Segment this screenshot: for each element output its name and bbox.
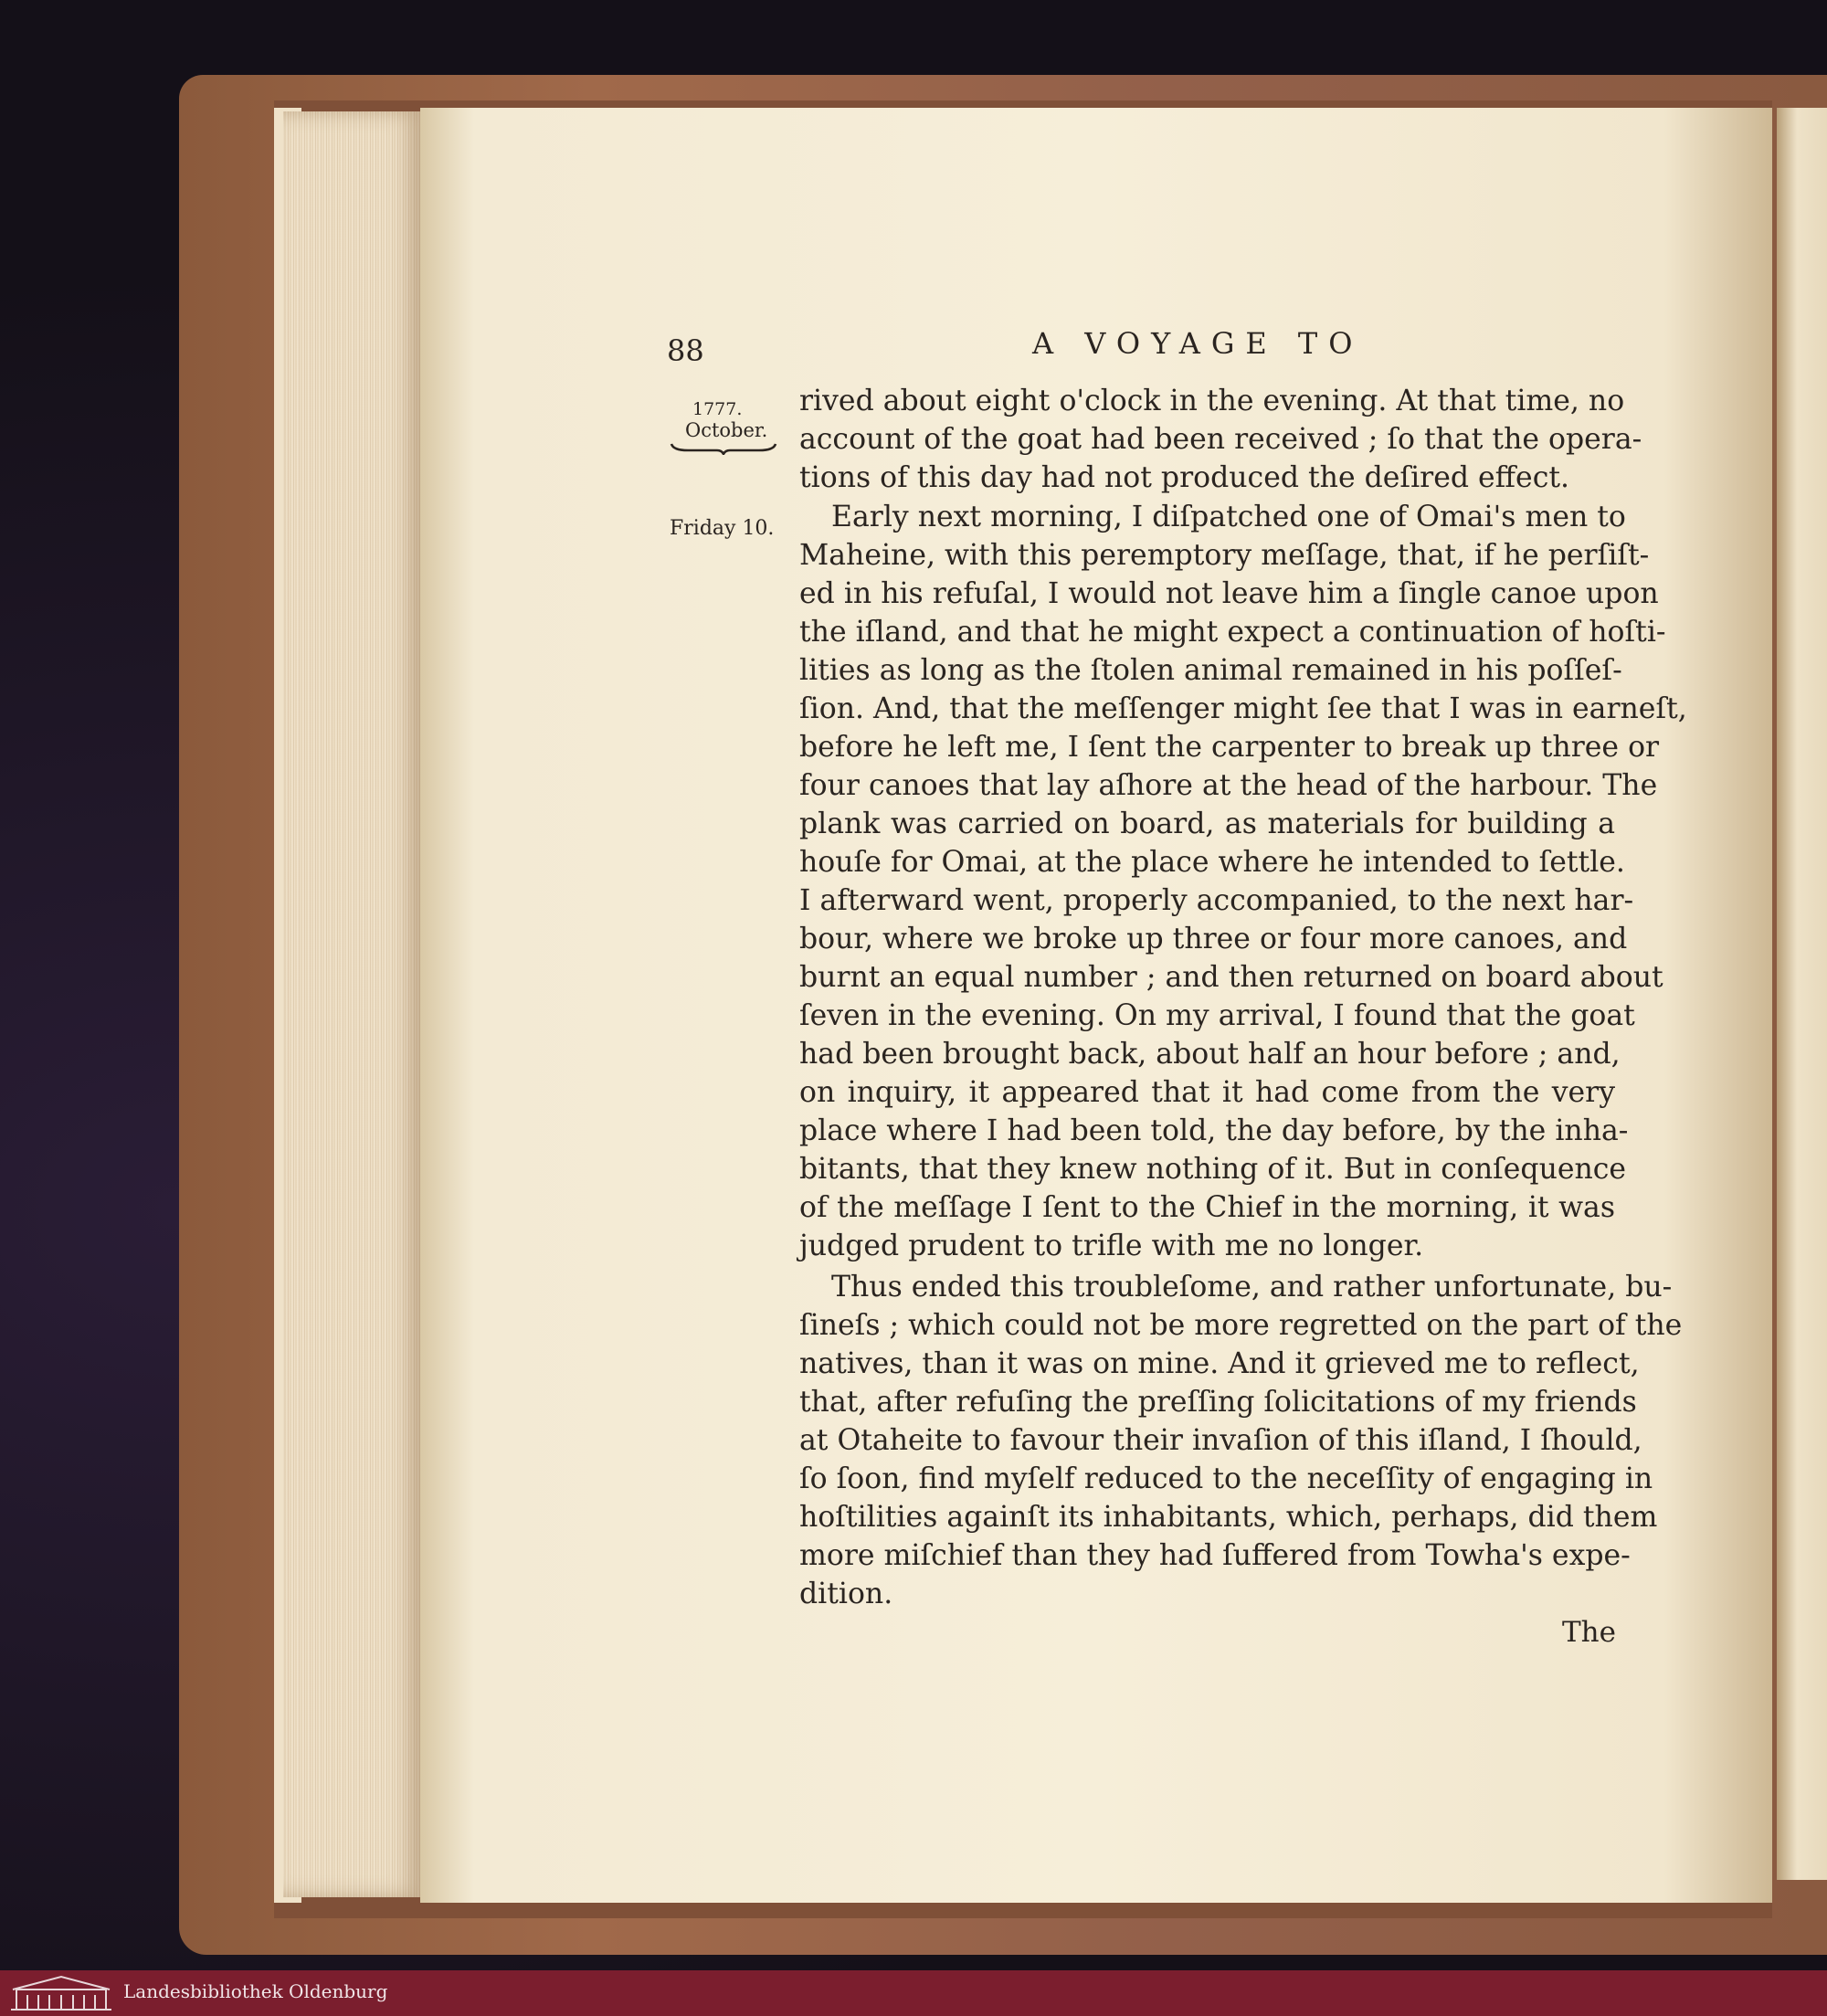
body-line: at Otaheite to favour their invaſion of this iſland, I ſhould, (799, 1424, 1642, 1457)
body-line: judged prudent to trifle with me no longer. (799, 1230, 1424, 1262)
body-line: before he left me, I ſent the carpenter to break up three or (799, 731, 1660, 764)
body-line: ſeven in the evening. On my arrival, I found that the goat (799, 999, 1635, 1032)
margin-note-year: 1777. (692, 399, 743, 419)
body-line: tions of this day had not produced the deſired effect. (799, 461, 1570, 494)
footer-institution-label: Landesbibliothek Oldenburg (123, 1980, 388, 2002)
body-line: I afterward went, properly accompanied, to the next har- (799, 884, 1634, 917)
body-line: plank was carried on board, as materials for building a (799, 807, 1615, 840)
body-line: ſion. And, that the meſſenger might ſee that I was in earneſt, (799, 692, 1687, 725)
body-line: dition. (799, 1578, 893, 1610)
brace-ornament (670, 442, 777, 455)
body-line: houſe for Omai, at the place where he intended to ſettle. (799, 846, 1625, 879)
page-number: 88 (667, 333, 704, 368)
library-building-logo (7, 1973, 115, 2013)
body-line: more miſchief than they had ſuffered from Towha's expe- (799, 1539, 1631, 1572)
body-line: that, after refuſing the preſſing ſolicitations of my friends (799, 1386, 1637, 1419)
body-line: had been brought back, about half an hour before ; and, (799, 1038, 1621, 1071)
body-line: lities as long as the ſtolen animal remained in his poſſeſ- (799, 654, 1622, 687)
margin-note-day: Friday 10. (670, 517, 775, 540)
body-line: place where I had been told, the day before, by the inha- (799, 1114, 1629, 1147)
body-line: four canoes that lay aſhore at the head of the harbour. The (799, 769, 1658, 802)
body-line: hoſtilities againſt its inhabitants, which, perhaps, did them (799, 1501, 1658, 1534)
body-line: burnt an equal number ; and then returned on board about (799, 961, 1663, 994)
body-line: Early next morning, I diſpatched one of Omai's men to (831, 501, 1626, 533)
page-edges (283, 111, 422, 1897)
body-line: bitants, that they knew nothing of it. But in conſequence (799, 1153, 1627, 1186)
body-line: account of the goat had been received ; ſo that the opera- (799, 423, 1642, 456)
body-line: natives, than it was on mine. And it grieved me to reflect, (799, 1347, 1640, 1380)
running-title: A VOYAGE TO (1032, 326, 1364, 361)
body-line: of the meſſage I ſent to the Chief in the morning, it was (799, 1191, 1615, 1224)
body-line: the iſland, and that he might expect a continuation of hoſti- (799, 616, 1666, 649)
body-line: Thus ended this troubleſome, and rather unfortunate, bu- (831, 1271, 1673, 1304)
body-line: ſo ſoon, find myſelf reduced to the neceſſity of engaging in (799, 1462, 1653, 1495)
body-line: bour, where we broke up three or four more canoes, and (799, 923, 1628, 955)
catchword: The (1562, 1616, 1616, 1649)
body-line: Maheine, with this peremptory meſſage, that, if he perſiſt- (799, 539, 1650, 572)
body-line: ſineſs ; which could not be more regretted on the part of the (799, 1309, 1683, 1342)
margin-note-month: October. (685, 419, 768, 441)
body-line: ed in his refuſal, I would not leave him a ſingle canoe upon (799, 577, 1659, 610)
body-line: on inquiry, it appeared that it had come from the very (799, 1076, 1615, 1109)
facing-page (1777, 108, 1827, 1880)
body-line: rived about eight o'clock in the evening. At that time, no (799, 385, 1625, 417)
